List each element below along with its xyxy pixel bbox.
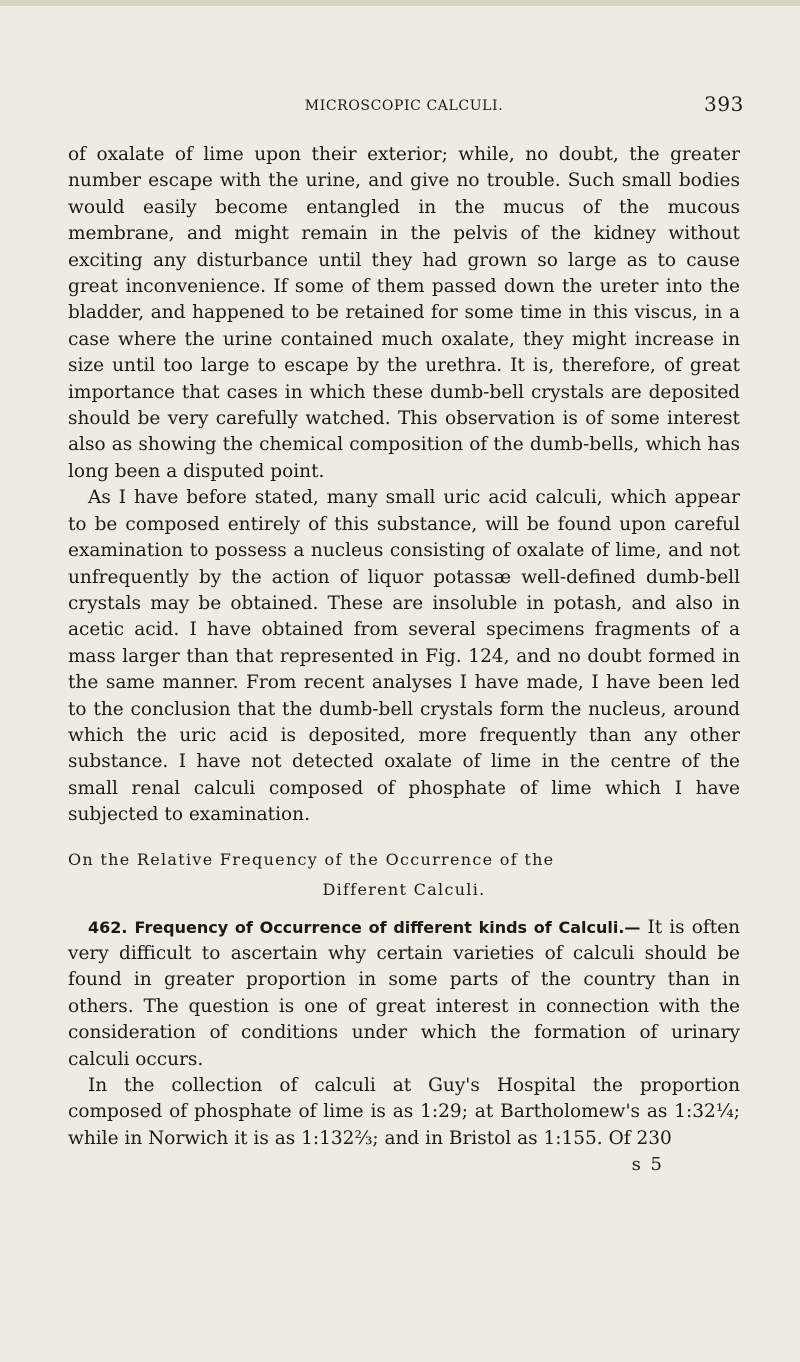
section-number: 462. [88, 917, 128, 937]
page-number: 393 [704, 92, 744, 116]
running-head-title: MICROSCOPIC CALCULI. [304, 98, 504, 114]
section-text: It is often very difficult to ascertain why certain varieties of calculi should be found in greater proportion in some parts of the country than in others. The question is one of great interest in connection with the consideration of conditions under which the formation of urinary calculi occurs. [68, 916, 740, 1070]
running-head [68, 88, 744, 128]
section-subheading: Frequency of Occurrence of different kinds of Calculi.— [134, 917, 641, 937]
signature-mark: s 5 [631, 1154, 664, 1176]
section-heading-line1: On the Relative Frequency of the Occurrence of the [68, 849, 555, 869]
book-page [68, 88, 744, 1176]
numbered-paragraph [68, 915, 740, 1073]
paragraph-nucleus: As I have before stated, many small uric acid calculi, which appear to be composed entirely of this substance, will be found upon careful examination to possess a nucleus consisting of oxalate of lime, and not unfrequently by the action of liquor potassæ well-defined dumb-bell crystals may be obtained. These are insoluble in potash, and also in acetic acid. I have obtained from several specimens fragments of a mass larger than that represented in Fig. 124, and no doubt formed in the same manner. From recent analyses I have made, I have been led to the conclusion that the dumb-bell crystals form the nucleus, around which the uric acid is deposited, more frequently than any other substance. I have not detected oxalate of lime in the centre of the small renal calculi composed of phosphate of lime which I have subjected to examination. [68, 487, 740, 826]
section-heading-line2: Different Calculi. [322, 879, 486, 899]
page-edge [0, 0, 800, 6]
paragraph-continuation: of oxalate of lime upon their exterior; while, no doubt, the greater number escape with the urine, and give no trouble. Such small bodies would easily become entangled in the mucus of the mucous membrane, and might remain in the pelvis of the kidney without exciting any disturbance until they had grown so large as to cause great inconvenience. If some of them passed down the ureter into the bladder, and happened to be retained for some time in this viscus, in a case where the urine contained much oxalate, they might increase in size until too large to escape by the urethra. It is, therefore, of great importance that cases in which these dumb-bell crystals are deposited should be very carefully watched. This observation is of some interest also as showing the chemical composition of the dumb-bells, which has long been a disputed point. [68, 144, 740, 482]
section-heading [68, 845, 740, 905]
paragraph-proportions: In the collection of calculi at Guy's Hospital the proportion composed of phosphate of lime is as 1:29; at Bartholomew's as 1:32¼; while in Norwich it is as 1:132⅔; and in Bristol as 1:155. Of 230 [68, 1075, 740, 1149]
